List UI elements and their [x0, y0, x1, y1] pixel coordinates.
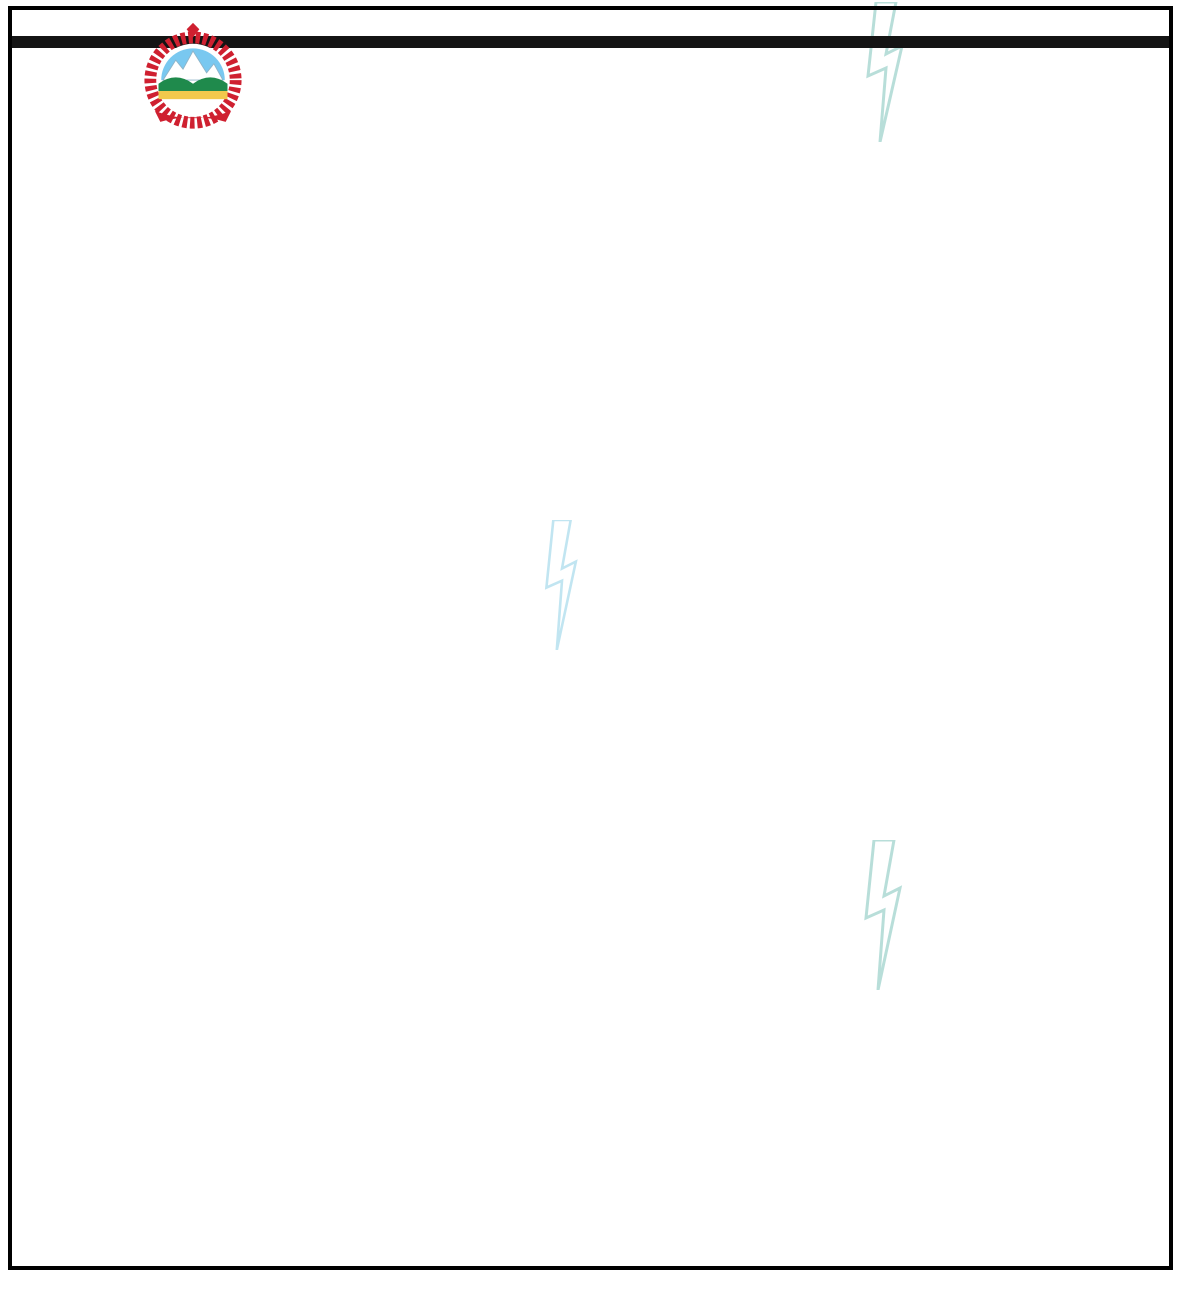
municipality-emblem-logo — [134, 20, 252, 142]
header — [26, 10, 1155, 36]
notice-page — [8, 6, 1173, 1270]
